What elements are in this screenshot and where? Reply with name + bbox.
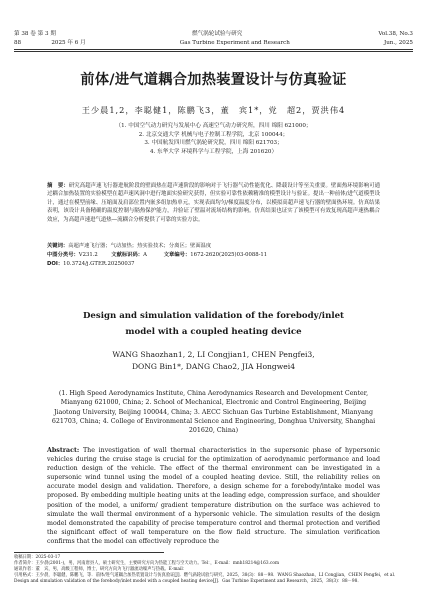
author-en-line: DONG Bin1*, DANG Chao2, JIA Hongwei4 — [131, 362, 296, 371]
abstract-label-en: Abstract: — [47, 447, 80, 454]
affiliation-line: （1. 中国空气动力研究与发展中心 高速空气动力研究所，四川 绵阳 621000； — [115, 123, 312, 129]
header-rule — [14, 49, 413, 50]
abstract-en — [47, 446, 380, 546]
header-rule-thin — [14, 51, 413, 52]
page-number-group — [14, 40, 86, 47]
article-no-label: 文章编号： — [163, 252, 191, 258]
abstract-zh — [47, 182, 380, 224]
running-header-top — [14, 31, 413, 38]
doi-line — [47, 260, 380, 268]
doc-code-value: A — [143, 252, 147, 258]
classification-line — [47, 251, 380, 259]
footnote-author: 作者简介：王少晨(2001-)，男，河南唐县人，硕士研究生，主要研究方向为热能工程与空天动力。Tel：，E-mail：mnh18214@163.com — [14, 561, 280, 566]
affiliation-line: 4. 东华大学 环境科学与工程学院，上海 201620） — [149, 148, 278, 155]
author-list-en — [0, 349, 427, 373]
footnote-received: 收稿日期：2025-03-17 — [14, 555, 61, 560]
affiliations-en: (1. High Speed Aerodynamics Institute, China Aerodynamics Research and Development Center, Mianyang 621000, China; 2. School of Mechanical, Electronic and Control Engineering, Beijing Jiaotong University, Beijing 100044, China; 3. AECC Sichuan Gas Turbine Establishment, Mianyang 621703, China; 4. College of Environmental Science and Engineering, Donghua University, Shanghai 201620, China) — [51, 390, 376, 435]
journal-name-en: Gas Turbine Experiment and Research — [179, 40, 290, 46]
affiliations-zh — [0, 122, 427, 156]
keywords-label: 关键词： — [47, 243, 69, 249]
issue-date-zh: 2025 年 6 月 — [51, 40, 86, 46]
article-title-en — [0, 308, 427, 340]
doc-code-label: 文献标识码： — [111, 252, 144, 258]
affiliation-line: 2. 北京交通大学 机械与电子控制工程学院，北京 100044； — [138, 131, 289, 138]
page-number: 88 — [14, 40, 22, 46]
footnote-citation: 引用格式：王少晨，李聪健，陈鹏飞，等．前体/进气道耦合加热装置设计与仿真验证[J]．燃气涡轮试验与研究，2025，38(3)：88－98．WANG Shaozhan，LI Congjian，CHEN Pengfei，et al．Design and simulation validation of the forebody/inlet model with a coupled heating device[J]．Gas Turbine Experiment and Research，2025，38(3)：88－98． — [14, 573, 399, 584]
title-en-line: Design and simulation validation of the forebody/inlet — [82, 311, 345, 321]
abstract-text-zh: 研究高超声速飞行器进航阶段的壁面热在超声速阶段的影响对于飞行器气动性能优化、降载设计等至关重要。壁面热环境影响可通过耦合加热装置的实验模型在超声速风洞中进行地面实验研究获得，但实验可靠性依赖精准的模型设计与验证。提出一种前体/进气道模型设计，通过在模型前缘、压缩面及肩部位置内嵌多组加热单元，实现表面均匀/梯度温度分布，以模拟高超声速飞行器的壁面热环境。仿真结果表明，该设计具备精确的温度控制与隔热保护能力，并验证了壁温对流场结构的影响。仿真结果也证实了该模型可有效复现高超声速热耦合效应，为高超声速进气道热—流耦合分析提供了可靠的实验方法。 — [47, 183, 380, 223]
affiliation-line: 3. 中国航发四川燃气涡轮研究院，四川 绵阳 621703； — [144, 140, 283, 147]
article-no-value: 1672-2620(2025)03-0088-11 — [190, 252, 268, 258]
article-title-zh: 前体/进气道耦合加热装置设计与仿真验证 — [80, 72, 347, 88]
doi-label: DOI： — [47, 261, 64, 267]
author-list-zh: 王少晨1,2，李聪健1，陈鹏飞3，董 宾1*，党 超2，贾洪伟4 — [81, 105, 346, 115]
author-en-line: WANG Shaozhan1, 2, LI Congjian1, CHEN Pengfei3, — [112, 350, 315, 359]
footnote-rule — [14, 552, 164, 553]
issue-date-en: Jun., 2025 — [383, 40, 413, 46]
volume-issue-en: Vol.38, No.3 — [378, 31, 413, 37]
abstract-label-zh: 摘 要： — [47, 183, 69, 189]
abstract-text-en: The investigation of wall thermal characteristics in the supersonic phase of hypersonic vehicles during the cruise stage is crucial for the optimization of aerodynamic performance and load reduction design of the vehicle. The effect of the thermal environment can be investigated in a supersonic wind tunnel using the model of a coupled heating device. Still, the reliability relies on accurate model design and validation. Therefore, a design scheme for a forebody/intake model was proposed. By embedding multiple heating units at the leading edge, compression surface, and shoulder position of the model, a uniform/ gradient temperature distribution on the surface was achieved to simulate the wall thermal environment of a hypersonic vehicle. The simulation results of the design model demonstrated the capability of precise temperature control and thermal protection and verified the significant effect of wall temperature on the flow field structure. The simulation verification confirms that the model can effectively reproduce the — [47, 447, 380, 545]
keywords-zh — [47, 242, 380, 250]
clc-value: V231.2 — [78, 252, 98, 258]
title-en-line: model with a coupled heating device — [125, 327, 302, 337]
keywords-text: 高超声速飞行器；气动加热；热实验技术；分离区；壁面温度 — [68, 243, 212, 249]
running-header-bottom — [14, 40, 413, 47]
journal-name-zh: 燃气涡轮试验与研究 — [191, 31, 243, 37]
volume-issue-zh: 第 38 卷 第 3 期 — [14, 31, 56, 37]
footnote-corresponding: 通讯作者：董 宾，男，高级工程师，博士，研究方向为飞行器流动噪声与热载。E-mail： — [14, 567, 188, 572]
doi-link[interactable]: 10.3724/j.GTER.20250037 — [63, 261, 135, 267]
clc-label: 中图分类号： — [47, 252, 79, 258]
